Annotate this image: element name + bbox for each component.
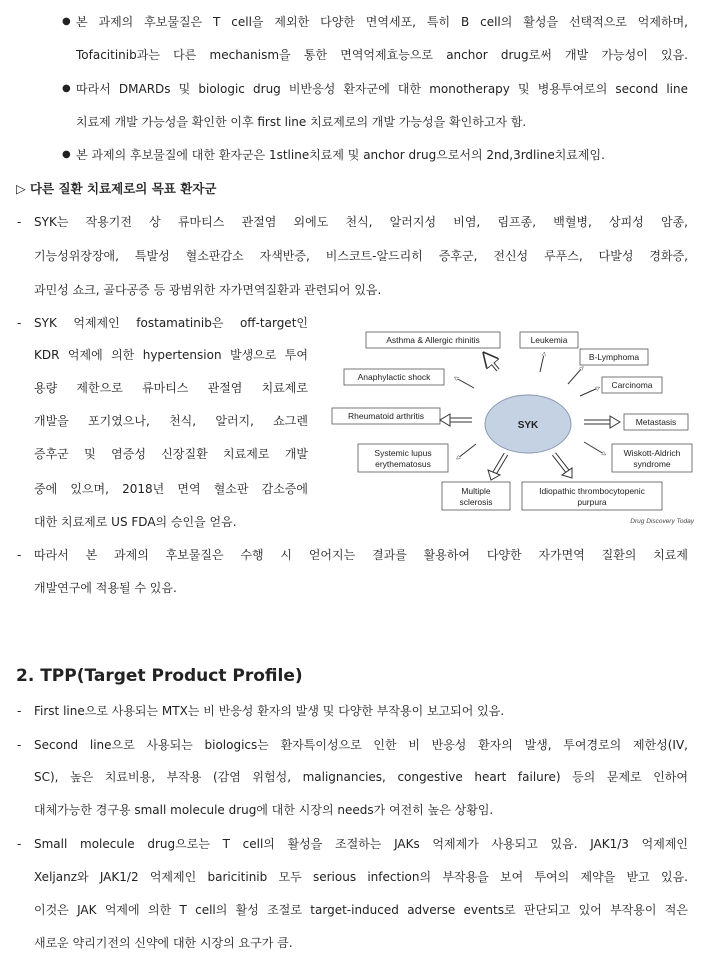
paragraph-line: 대한 치료제로 US FDA의 승인을 얻음. (34, 515, 237, 529)
section-heading: ▷ 다른 질환 치료제로의 목표 환자군 (16, 181, 217, 196)
svg-text:B-Lymphoma: B-Lymphoma (588, 352, 640, 362)
svg-text:Carcinoma: Carcinoma (611, 380, 653, 390)
paragraph-line: 중에 있으며, 2018년 면역 혈소판 감소증에 (34, 482, 308, 496)
paragraph-line: 개발연구에 적용될 수 있음. (34, 581, 177, 595)
node-itp (522, 482, 662, 510)
paragraph-line: 증후군 및 염증성 신장질환 치료제로 개발 (34, 447, 308, 461)
paragraph-line: 대체가능한 경구용 small molecule drug에 대한 시장의 needs가 여전히 높은 상황임. (34, 803, 494, 817)
dash-marker: - (17, 215, 22, 229)
syk-center-label: SYK (517, 420, 539, 431)
svg-text:Idiopathic thrombocytopenic: Idiopathic thrombocytopenic (539, 486, 645, 496)
paragraph-line: 개발을 포기였으나, 천식, 알러지, 쇼그렌 (34, 414, 308, 428)
paragraph-line: SC), 높은 치료비용, 부작용 (감염 위험성, malignancies, congestive heart failure) 등의 문제로 인하여 (34, 770, 688, 784)
svg-text:Multiple: Multiple (461, 486, 491, 496)
node-metastasis (624, 414, 688, 430)
bullet-text: 치료제 개발 가능성을 확인한 이후 first line 치료제로의 개발 가능성을 확인하고자 함. (76, 115, 527, 129)
figure-credit: Drug Discovery Today (630, 518, 694, 525)
dash-marker: - (17, 316, 22, 330)
dash-marker: - (17, 738, 22, 752)
svg-text:purpura: purpura (577, 497, 607, 507)
dash-marker: - (17, 704, 22, 718)
syk-diagram (322, 330, 696, 528)
bullet-dot: ● (62, 149, 71, 160)
node-leukemia (520, 332, 578, 348)
svg-text:Systemic lupus: Systemic lupus (374, 448, 432, 458)
paragraph-line: 기능성위장장애, 특발성 혈소판감소 자색반증, 비스코트-알드리히 증후군, 전신성 루푸스, 다발성 경화증, (34, 249, 688, 263)
bullet-text: Tofacitinib과는 다른 mechanism을 통한 면역억제효능으로 anchor drug로써 개발 가능성이 있음. (76, 48, 688, 62)
node-carcinoma (602, 377, 662, 393)
paragraph-line: Small molecule drug으로는 T cell의 활성을 조절하는 JAKs 억제제가 사용되고 있음. JAK1/3 억제제인 (34, 837, 688, 851)
dash-marker: - (17, 548, 22, 562)
bullet-dot: ● (62, 16, 71, 27)
paragraph-line: 과민성 쇼크, 골다공증 등 광범위한 자가면역질환과 관련되어 있음. (34, 283, 382, 297)
svg-text:Wiskott-Aldrich: Wiskott-Aldrich (623, 448, 681, 458)
svg-text:Metastasis: Metastasis (635, 417, 677, 427)
svg-text:sclerosis: sclerosis (459, 497, 493, 507)
node-systemic-lupus (358, 444, 448, 472)
node-b-lymphoma (580, 349, 648, 365)
svg-text:Anaphylactic shock: Anaphylactic shock (357, 372, 431, 382)
node-rheumatoid-arthritis (332, 408, 440, 424)
section-title: 2. TPP(Target Product Profile) (16, 666, 303, 686)
paragraph-line: 새로운 약리기전의 신약에 대한 시장의 요구가 큼. (34, 936, 293, 950)
paragraph-line: 용량 제한으로 류마티스 관절염 치료제로 (34, 381, 308, 395)
svg-text:erythematosus: erythematosus (375, 459, 431, 469)
paragraph-line: SYK 억제제인 fostamatinib은 off-target인 (34, 316, 308, 330)
bullet-text: 본 과제의 후보물질에 대한 환자군은 1stline치료제 및 anchor drug으로서의 2nd,3rdline치료제임. (76, 148, 605, 162)
node-asthma (366, 332, 500, 348)
svg-text:Leukemia: Leukemia (530, 335, 568, 345)
node-wiskott-aldrich (612, 444, 692, 472)
svg-text:Asthma & Allergic rhinitis: Asthma & Allergic rhinitis (386, 335, 480, 345)
bullet-text: 본 과제의 후보물질은 T cell을 제외한 다양한 면역세포, 특히 B cell의 활성을 선택적으로 억제하며, (76, 15, 688, 29)
node-multiple-sclerosis (442, 482, 510, 510)
node-anaphylactic-shock (344, 369, 444, 385)
svg-text:syndrome: syndrome (633, 459, 671, 469)
syk-diagram-figure (322, 330, 696, 528)
bullet-text: 따라서 DMARDs 및 biologic drug 비반응성 환자군에 대한 monotherapy 및 병용투여로의 second line (76, 82, 688, 96)
dash-marker: - (17, 837, 22, 851)
paragraph-line: 따라서 본 과제의 후보물질은 수행 시 얻어지는 결과를 활용하여 다양한 자가면역 질환의 치료제 (34, 548, 688, 562)
paragraph-line: 이것은 JAK 억제에 의한 T cell의 활성 조절로 target-induced adverse events로 판단되고 있어 부작용이 적은 (34, 903, 688, 917)
svg-text:Rheumatoid arthritis: Rheumatoid arthritis (347, 411, 425, 421)
paragraph-line: First line으로 사용되는 MTX는 비 반응성 환자의 발생 및 다양한 부작용이 보고되어 있음. (34, 704, 505, 718)
paragraph-line: KDR 억제에 의한 hypertension 발생으로 투여 (34, 348, 308, 362)
bullet-dot: ● (62, 83, 71, 94)
paragraph-line: Second line으로 사용되는 biologics는 환자특이성으로 인한 비 반응성 환자의 발생, 투여경로의 제한성(IV, (34, 738, 688, 752)
paragraph-line: Xeljanz와 JAK1/2 억제제인 baricitinib 모두 serious infection의 부작용을 보여 투여의 제약을 받고 있음. (34, 870, 688, 884)
paragraph-line: SYK는 작용기전 상 류마티스 관절염 외에도 천식, 알러지성 비염, 림프종, 백혈병, 상피성 암종, (34, 215, 688, 229)
